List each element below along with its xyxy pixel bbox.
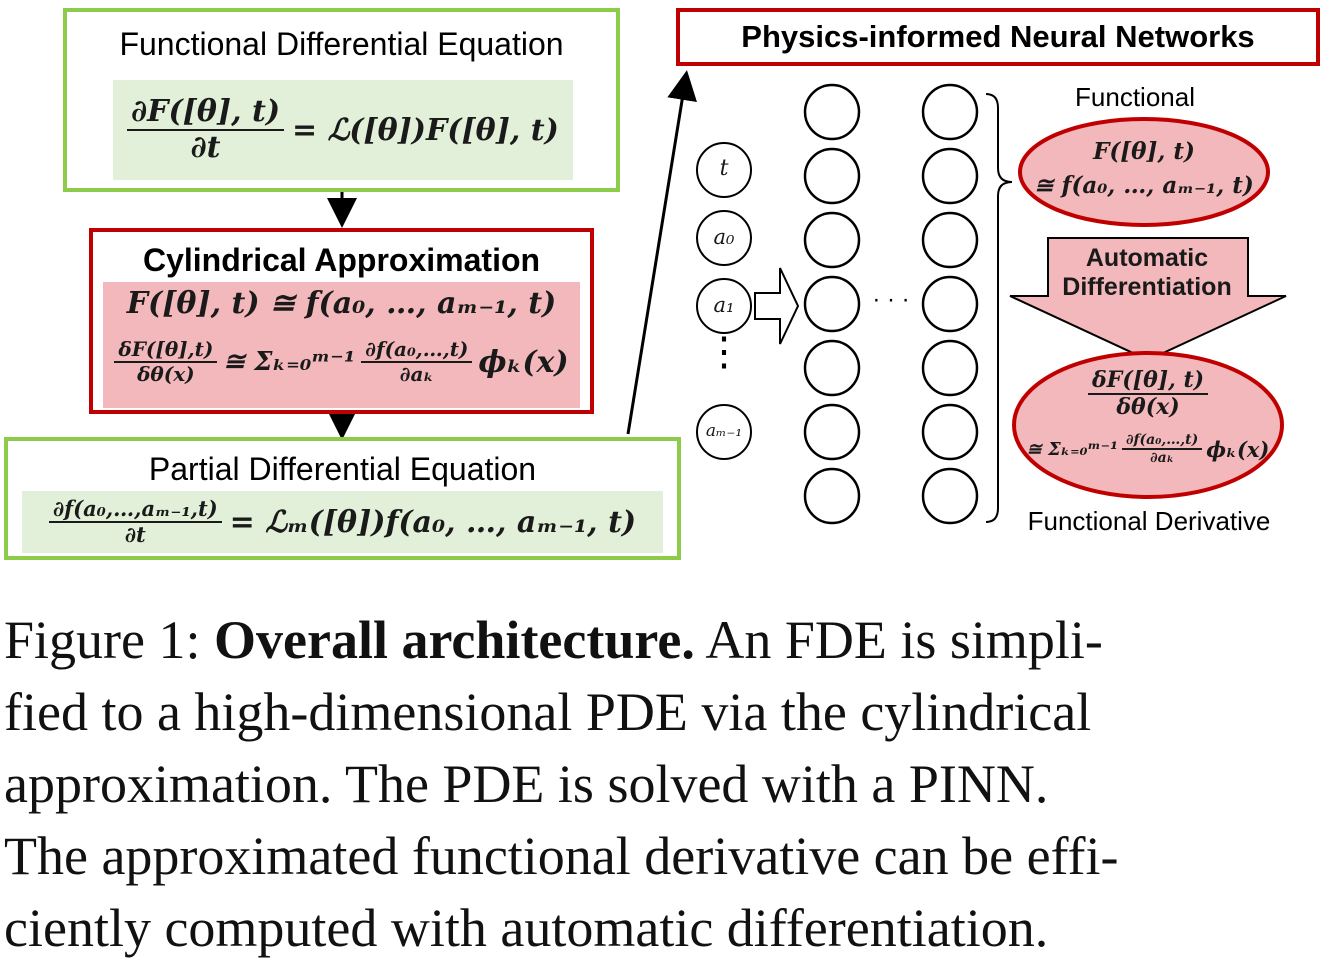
caption-bold: Overall architecture. [214, 610, 695, 670]
functional-eq2: ≅ f(a₀, …, aₘ₋₁, t) [1034, 172, 1254, 199]
pde-rhs: = ℒₘ([θ])f(a₀, …, aₘ₋₁, t) [229, 504, 637, 540]
cylindrical-title: Cylindrical Approximation [142, 242, 541, 278]
caption-line-1 [4, 604, 1338, 676]
autodiff-line2: Differentiation [1062, 273, 1232, 301]
fde-denominator: ∂t [190, 130, 221, 165]
caption-line-4: The approximated functional derivative can be effi- [4, 826, 1119, 886]
pde-equation [22, 491, 663, 553]
hidden-layer-2 [923, 85, 977, 523]
pinn-title: Physics-informed Neural Networks [741, 19, 1255, 54]
derivative-frac1 [1048, 368, 1248, 421]
derivative-denominator2: ∂aₖ [1150, 450, 1175, 467]
cyl-eq2-denominator2: ∂aₖ [399, 362, 434, 386]
caption-prefix: Figure 1: [4, 610, 201, 670]
fde-equation [113, 80, 573, 180]
functional-label: Functional [1075, 82, 1195, 112]
input-vdots: ⋮ [704, 330, 744, 374]
derivative-tail: ϕₖ(x) [1206, 436, 1270, 462]
cyl-eq2-tail: ϕₖ(x) [478, 344, 569, 380]
functional-derivative-label: Functional Derivative [1027, 506, 1271, 536]
layer-hdots: · · · [872, 286, 910, 313]
pde-title: Partial Differential Equation [148, 451, 537, 487]
cylindrical-box [89, 228, 594, 414]
derivative-numerator: δF([θ], t) [1088, 368, 1208, 395]
derivative-numerator2: ∂f(a₀,…,t) [1122, 432, 1202, 450]
hidden-layer-1 [805, 85, 859, 523]
cyl-eq2-numerator: δF([θ],t) [114, 338, 217, 363]
input-label-a1: a₁ [713, 293, 735, 317]
input-label-am1: aₘ₋₁ [705, 421, 743, 441]
input-label-a0: a₀ [713, 225, 735, 249]
cyl-eq2-sum: ≅ Σₖ₌₀ᵐ⁻¹ [223, 347, 356, 377]
figure-caption [4, 604, 1338, 964]
derivative-sum-row [1020, 432, 1276, 466]
hollow-arrow-icon [755, 268, 798, 344]
input-label-t: t [719, 156, 729, 181]
caption-line-2: fied to a high-dimensional PDE via the cylindrical [4, 682, 1092, 742]
caption-line1-rest: An FDE is simpli- [705, 610, 1103, 670]
cylindrical-eq1: F([θ], t) ≅ f(a₀, …, aₘ₋₁, t) [126, 286, 557, 321]
caption-line-3: approximation. The PDE is solved with a PINN. [4, 754, 1049, 814]
fde-box [63, 8, 620, 192]
derivative-denominator: δθ(x) [1116, 394, 1180, 421]
pinn-title-box [676, 8, 1320, 66]
cylindrical-eq2 [103, 338, 580, 386]
pde-denominator: ∂t [124, 522, 146, 547]
pde-box [4, 437, 681, 560]
curly-brace-icon [986, 94, 1012, 522]
cyl-eq2-denominator: δθ(x) [137, 362, 195, 386]
cylindrical-equations [103, 282, 580, 408]
fde-title: Functional Differential Equation [119, 26, 564, 62]
autodiff-line1: Automatic [1085, 244, 1209, 272]
cyl-eq2-numerator2: ∂f(a₀,…,t) [361, 338, 472, 363]
functional-eq1: F([θ], t) [1093, 138, 1195, 165]
pde-numerator: ∂f(a₀,…,aₘ₋₁,t) [49, 497, 222, 523]
fde-numerator: ∂F([θ], t) [127, 95, 284, 132]
derivative-sum: ≅ Σₖ₌₀ᵐ⁻¹ [1026, 438, 1119, 460]
fde-rhs: = ℒ([θ])F([θ], t) [292, 112, 559, 148]
arrow-pde-to-pinn [628, 76, 686, 434]
caption-line-5: ciently computed with automatic differentiation. [4, 898, 1049, 958]
